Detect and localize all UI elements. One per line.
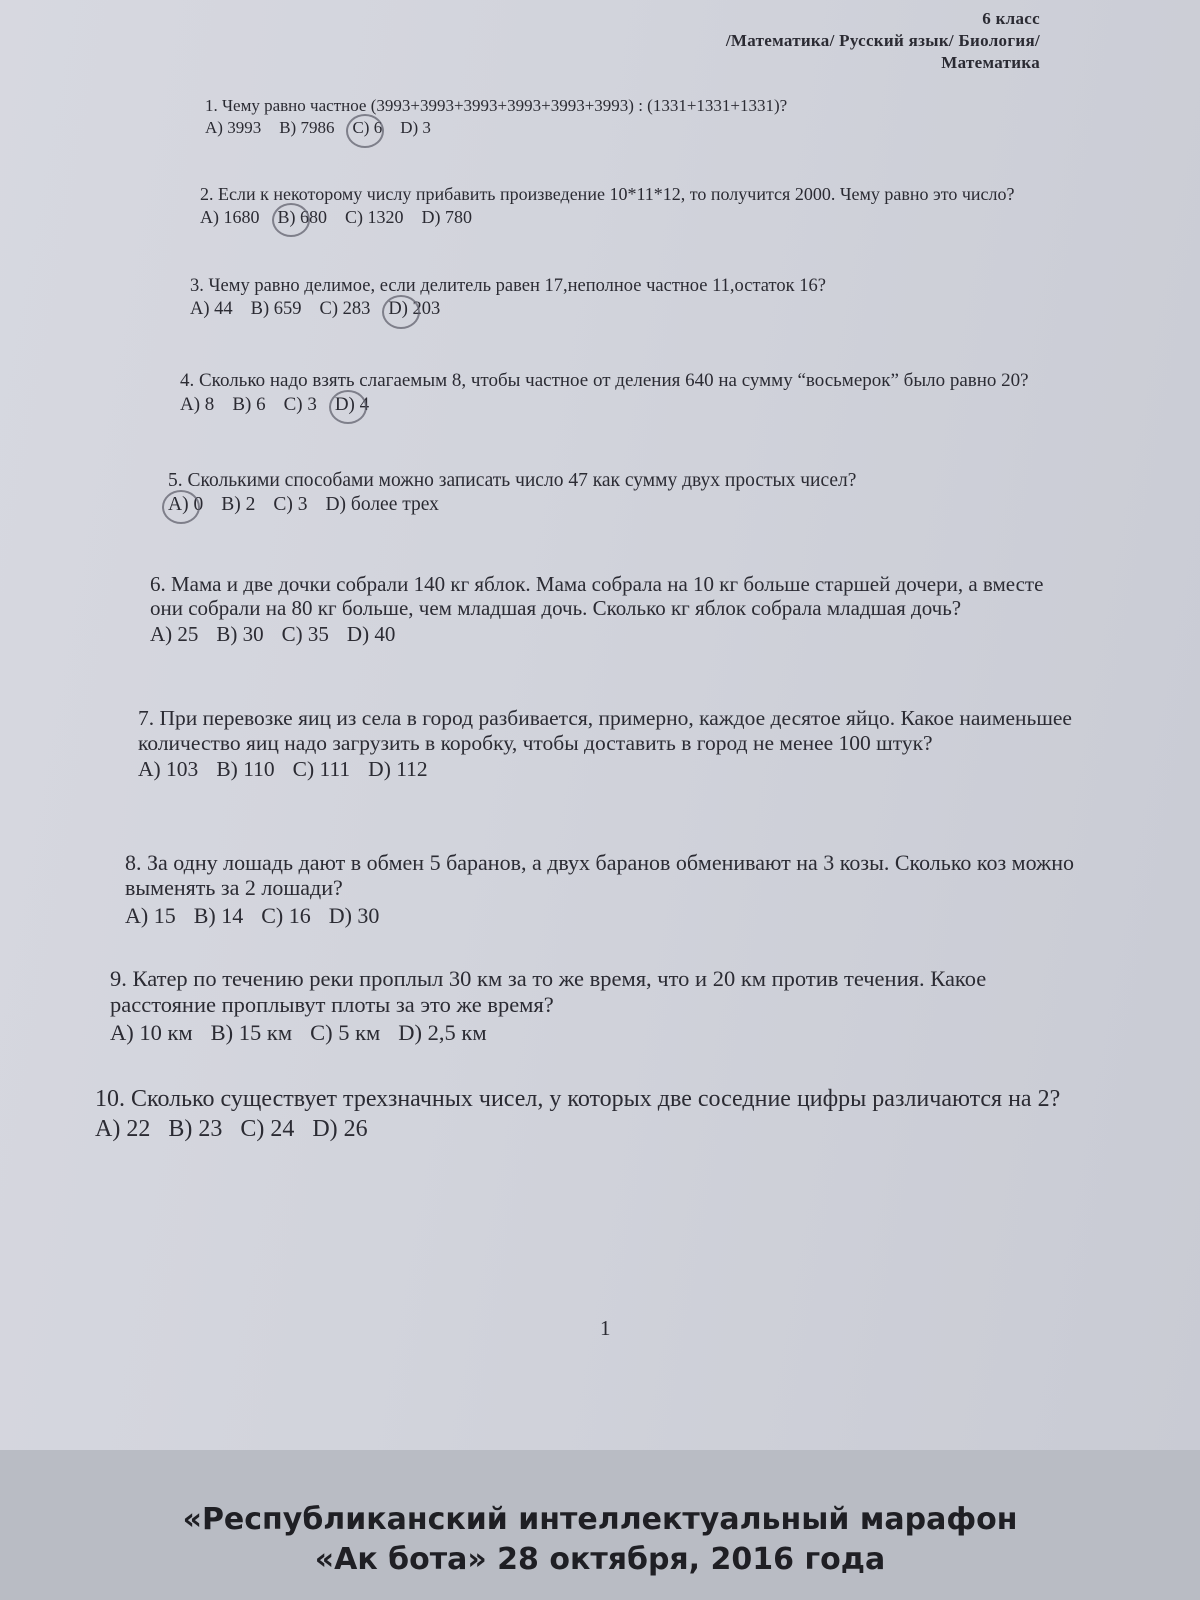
event-banner bbox=[0, 1500, 1200, 1580]
answer-option: C) 3 bbox=[273, 494, 308, 516]
page-number: 1 bbox=[600, 1316, 611, 1340]
answer-option: B) 15 км bbox=[210, 1019, 293, 1045]
answer-options bbox=[110, 1020, 1090, 1046]
question-10 bbox=[95, 1086, 1095, 1143]
question-text: 9. Катер по течению реки проплыл 30 км за то же время, что и 20 км против течения. Какое расстояние проплывут плоты за это же время? bbox=[110, 966, 987, 1017]
answer-options bbox=[138, 757, 1078, 782]
question-4 bbox=[180, 370, 1040, 416]
question-text: 7. При перевозке яиц из села в город разбивается, примерно, каждое десятое яйцо. Какое наименьшее количество яиц надо загрузить в коробку, чтобы доставить в город не менее 100 штук? bbox=[138, 706, 1072, 755]
answer-options bbox=[95, 1116, 1095, 1144]
answer-option: D) 780 bbox=[421, 206, 472, 227]
answer-option: C) 111 bbox=[292, 757, 351, 782]
answer-option: A) 44 bbox=[190, 299, 233, 320]
question-text: 5. Сколькими способами можно записать число 47 как сумму двух простых чисел? bbox=[168, 470, 857, 491]
answer-option: B) 30 bbox=[216, 622, 264, 647]
answer-option: A) 0 bbox=[168, 494, 204, 516]
question-text: 1. Чему равно частное (3993+3993+3993+3993+3993+3993) : (1331+1331+1331)? bbox=[205, 96, 788, 115]
answer-option: A) 103 bbox=[138, 757, 199, 782]
answer-option: D) 30 bbox=[328, 902, 380, 928]
answer-options bbox=[180, 394, 1040, 416]
question-8 bbox=[125, 850, 1075, 928]
question-2 bbox=[200, 184, 1060, 227]
page-header bbox=[726, 8, 1040, 74]
answer-option: A) 10 км bbox=[110, 1019, 193, 1045]
answer-option: D) 112 bbox=[368, 757, 428, 782]
question-3 bbox=[190, 276, 1050, 321]
answer-option: A) 22 bbox=[95, 1115, 151, 1142]
answer-option: B) 680 bbox=[277, 206, 327, 227]
banner-line-2: «Ак бота» 28 октября, 2016 года bbox=[314, 1542, 886, 1577]
answer-options bbox=[205, 118, 905, 138]
answer-options bbox=[150, 622, 1070, 646]
answer-option: C) 5 км bbox=[310, 1019, 381, 1045]
answer-option: A) 8 bbox=[180, 393, 215, 415]
question-5 bbox=[168, 470, 1058, 517]
question-7 bbox=[138, 706, 1078, 782]
question-1 bbox=[205, 96, 905, 137]
question-text: 3. Чему равно делимое, если делитель равен 17,неполное частное 11,остаток 16? bbox=[190, 276, 826, 296]
answer-option: D) 203 bbox=[388, 299, 441, 320]
question-text: 4. Сколько надо взять слагаемым 8, чтобы частное от деления 640 на сумму “восьмерок” было равно 20? bbox=[180, 370, 1029, 391]
answer-option: B) 23 bbox=[168, 1115, 223, 1142]
answer-option: C) 3 bbox=[283, 393, 317, 415]
answer-option: B) 659 bbox=[250, 299, 302, 320]
answer-option: A) 15 bbox=[125, 902, 176, 928]
answer-options bbox=[168, 494, 1058, 516]
answer-option: D) 4 bbox=[334, 393, 370, 415]
answer-option: A) 1680 bbox=[200, 206, 260, 227]
subjects-line-2: Математика bbox=[941, 53, 1040, 72]
answer-option: A) 25 bbox=[150, 622, 199, 647]
question-text: 8. За одну лошадь дают в обмен 5 баранов, а двух баранов обменивают на 3 козы. Сколько коз можно выменять за 2 лошади? bbox=[125, 850, 1074, 901]
answer-option: B) 2 bbox=[221, 494, 256, 516]
answer-option: B) 6 bbox=[232, 393, 266, 415]
answer-options bbox=[125, 903, 1075, 928]
answer-option: D) более трех bbox=[325, 494, 439, 516]
question-text: 10. Сколько существует трехзначных чисел, у которых две соседние цифры различаются на 2? bbox=[95, 1086, 1061, 1112]
answer-option: A) 3993 bbox=[205, 117, 262, 137]
answer-option: B) 7986 bbox=[279, 117, 335, 137]
answer-option: C) 24 bbox=[240, 1115, 295, 1142]
question-text: 2. Если к некоторому числу прибавить произведение 10*11*12, то получится 2000. Чему равно это число? bbox=[200, 184, 1015, 204]
grade-label: 6 класс bbox=[982, 9, 1040, 28]
subjects-line-1: /Математика/ Русский язык/ Биология/ bbox=[725, 31, 1040, 50]
banner-line-1: «Республиканский интеллектуальный марафон bbox=[182, 1502, 1018, 1537]
answer-option: C) 35 bbox=[281, 622, 329, 647]
answer-option: D) 3 bbox=[400, 117, 431, 137]
answer-option: D) 2,5 км bbox=[398, 1019, 487, 1045]
answer-options bbox=[200, 207, 1060, 228]
answer-options bbox=[190, 299, 1050, 320]
answer-option: C) 283 bbox=[319, 299, 371, 320]
answer-option: C) 1320 bbox=[345, 206, 404, 227]
answer-option: B) 110 bbox=[216, 757, 275, 782]
answer-option: D) 26 bbox=[312, 1115, 368, 1142]
answer-option: C) 16 bbox=[261, 902, 311, 928]
answer-option: B) 14 bbox=[193, 902, 244, 928]
question-9 bbox=[110, 966, 1090, 1046]
question-text: 6. Мама и две дочки собрали 140 кг яблок. Мама собрала на 10 кг больше старшей дочери, а вместе они собрали на 80 кг больше, чем младшая дочь. Сколько кг яблок собрала младшая дочь? bbox=[150, 572, 1044, 621]
question-6 bbox=[150, 572, 1070, 646]
answer-option: C) 6 bbox=[352, 117, 383, 137]
answer-option: D) 40 bbox=[346, 622, 396, 647]
